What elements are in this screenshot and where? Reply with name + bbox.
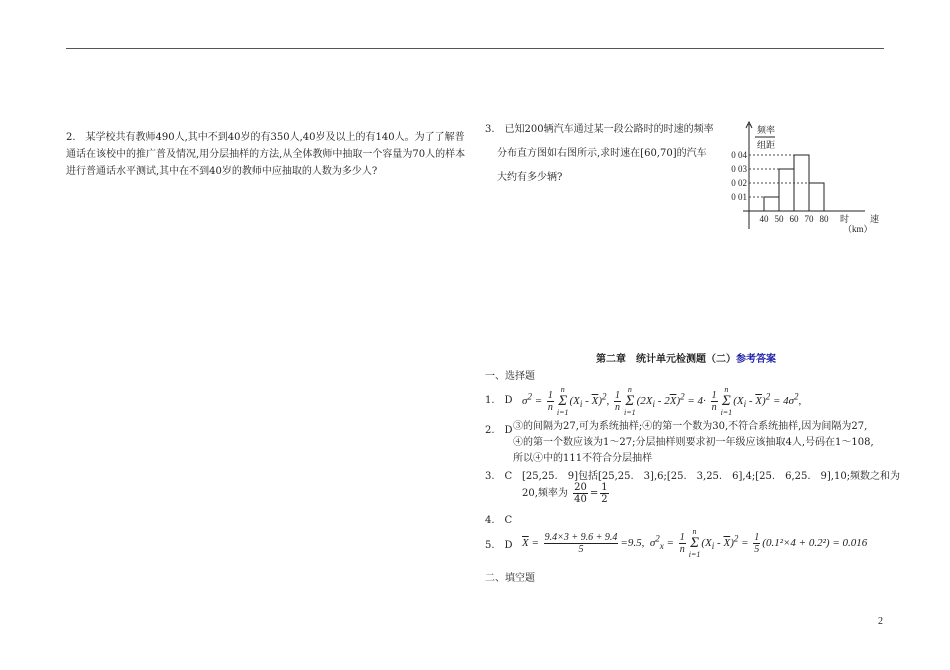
answer-1-label: 1. D [485, 395, 513, 406]
question-3 [485, 118, 714, 190]
y-label-top: 频率 [757, 125, 776, 135]
answer-2-line-3: 所以④中的111不符合分层抽样 [513, 453, 653, 464]
x-tick-label: 40 [759, 214, 769, 224]
page-number: 2 [878, 616, 883, 627]
y-tick-label: 0 02 [731, 178, 747, 188]
answer-2-label: 2. D [485, 425, 513, 436]
frequency-histogram [720, 118, 890, 238]
header-rule [66, 48, 884, 49]
section-fill-heading: 二、填空题 [485, 573, 535, 584]
answer-3-frequency-text: 20,频率为 [522, 488, 568, 499]
answer-1-expression: $\sigma^2$ = $\frac{1}{n}$ n Σ $i=1(X_i - \overline{X})^2$, $\frac{1}{n}$ n Σ $i=1(2X_i - 2\overline{X})^2 = 4\cdot$ $\frac{1}{n}$ n Σ $i=1(X_i - \overline{X})^2 = 4\sigma^2$, [522, 385, 802, 417]
answer-4-label: 4. C [485, 515, 513, 526]
y-tick-label: 0 01 [731, 192, 747, 202]
answers-title [596, 350, 776, 365]
question-2-line-3: 进行普通话水平测试,其中在不到40岁的教师中应抽取的人数为多少人? [66, 166, 378, 177]
answer-2-line-1: ③的间隔为27,可为系统抽样;④的第一个数为30,不符合系统抽样,因为间隔为27, [513, 421, 868, 432]
answers-title-text: 第二章 统计单元检测题（二） [596, 354, 736, 365]
mean-numerator: 9.4×3 + 9.6 + 9.4 [544, 532, 618, 543]
x-unit: （km） [843, 224, 873, 234]
question-3-line-1: 3. 已知200辆汽车通过某一段公路时的时速的频率 [485, 124, 714, 135]
question-3-line-2: 分布直方图如右图所示,求时速在[60,70]的汽车 [497, 148, 707, 159]
question-2-line-2: 通话在该校中的推广普及情况,用分层抽样的方法,从全体教师中抽取一个容量为70人的样本 [66, 149, 466, 160]
answer-2-body [513, 419, 874, 467]
answer-3-line-1: [25,25. 9]包括[25,25. 3],6;[25. 3,25. 6],4;[25. 6,25. 9],10;频数之和为 [522, 471, 901, 482]
answer-3-label: 3. C [485, 471, 513, 482]
fraction-denominator: 40 [574, 494, 587, 505]
histogram-bar [764, 197, 779, 211]
x-tick-label: 50 [774, 214, 784, 224]
answer-3-line-2: 20,频率为 $\frac{20}{40}$ = $\frac{1}{2}$ [522, 482, 608, 505]
fraction-numerator: 20 [574, 482, 587, 493]
y-label-bottom: 组距 [757, 140, 776, 150]
x-tick-label: 70 [804, 214, 814, 224]
mean-fraction [544, 532, 619, 555]
question-3-line-3: 大约有多少辆? [497, 172, 563, 183]
fraction-1-2 [600, 482, 608, 505]
answers-title-link[interactable]: 参考答案 [736, 354, 776, 365]
fraction-numerator: 1 [601, 482, 608, 493]
histogram-bar [809, 183, 824, 211]
section-choice-heading: 一、选择题 [485, 371, 535, 382]
fraction-denominator: 2 [601, 494, 608, 505]
y-tick-label: 0 03 [731, 164, 747, 174]
answer-5-label: 5. D [485, 540, 513, 551]
y-tick-label: 0 04 [731, 150, 747, 160]
variance-tail: (0.1²×4 + 0.2²) = 0.016 [762, 537, 868, 550]
fraction-20-40 [573, 482, 588, 505]
x-tick-label: 60 [789, 214, 799, 224]
question-2 [66, 129, 465, 180]
x-tick-label: 80 [819, 214, 829, 224]
answer-2-line-2: ④的第一个数应该为1～27;分层抽样则要求初一年级应该抽取4人,号码在1～108, [513, 437, 874, 448]
histogram-bar [779, 169, 794, 211]
answer-5-expression: $\overline{X}$ = $\frac{9.4\times 3 + 9.6 + 9.4}{5}$ =9.5, $\sigma^2_x$ = $\frac{1}{n}$ n Σ $i=1(X_i - \overline{X})^2$ = $\frac{1}{5}$ (0.1²×4 + 0.2²) = 0.016 [522, 527, 868, 559]
mean-value: =9.5 [620, 537, 642, 550]
mean-denominator: 5 [578, 544, 584, 555]
x-label-su: 速 [870, 214, 880, 224]
question-2-line-1: 2. 某学校共有教师490人,其中不到40岁的有350人,40岁及以上的有140人。为了了解普 [66, 132, 465, 143]
x-label-shi: 时 [840, 214, 850, 224]
